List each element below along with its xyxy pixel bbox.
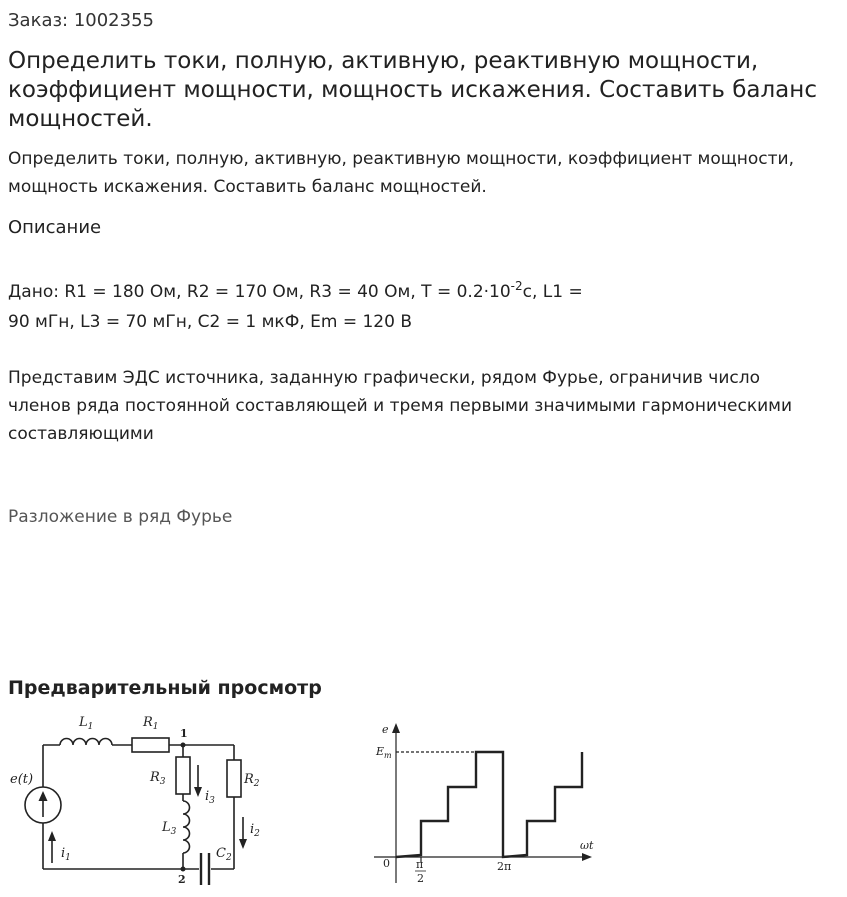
pi-label: π bbox=[416, 858, 424, 871]
r2-label: $R_2$ bbox=[244, 772, 260, 789]
resistor-r3 bbox=[176, 757, 190, 794]
fourier-heading: Разложение в ряд Фурье bbox=[8, 507, 233, 527]
two-pi-label: 2π bbox=[497, 860, 512, 873]
given-data bbox=[8, 277, 838, 337]
given-line2: 90 мГн, L3 = 70 мГн, C2 = 1 мкФ, Em = 120 В bbox=[8, 312, 412, 332]
preview-heading: Предварительный просмотр bbox=[8, 677, 322, 699]
waveform-graph bbox=[360, 715, 610, 890]
given-part2: с, L1 = bbox=[522, 282, 583, 302]
node1-dot bbox=[181, 743, 186, 748]
l1-label: $L_1$ bbox=[79, 715, 94, 732]
r3-label: $R_3$ bbox=[150, 770, 166, 787]
i3-arrow bbox=[194, 787, 202, 797]
i2-arrow bbox=[239, 839, 247, 849]
node1-label: 1 bbox=[180, 727, 188, 740]
resistor-r1 bbox=[132, 738, 169, 752]
node2-label: 2 bbox=[178, 873, 186, 886]
y-axis-arrow bbox=[392, 723, 400, 733]
r1-label: $R_1$ bbox=[143, 715, 159, 732]
x-axis-arrow bbox=[582, 853, 592, 861]
resistor-r2 bbox=[227, 760, 241, 797]
source-label: e(t) bbox=[10, 772, 34, 787]
i1-arrow bbox=[48, 831, 56, 841]
given-exponent: -2 bbox=[510, 279, 523, 293]
c2-label: $C_2$ bbox=[216, 846, 232, 863]
fourier-paragraph: Представим ЭДС источника, заданную графически, рядом Фурье, ограничив число членов ряда постоянной составляющей и тремя первыми значимыми гармоническими составляющими bbox=[8, 368, 793, 444]
circuit-diagram bbox=[0, 705, 290, 895]
inductor-l3 bbox=[183, 801, 190, 853]
given-part1: Дано: R1 = 180 Ом, R2 = 170 Ом, R3 = 40 Ом, T = 0.2·10 bbox=[8, 282, 511, 302]
l3-label: $L_3$ bbox=[162, 820, 177, 837]
lead-text: Определить токи, полную, активную, реактивную мощности, коэффициент мощности, мощность искажения. Составить баланс мощностей. bbox=[8, 149, 794, 197]
em-label: $E_m$ bbox=[376, 745, 392, 760]
source-arrow bbox=[39, 791, 48, 801]
node2-dot bbox=[181, 867, 186, 872]
description-heading: Описание bbox=[8, 217, 102, 238]
i1-label: $i_1$ bbox=[61, 846, 71, 863]
order-number: Заказ: 1002355 bbox=[8, 10, 154, 31]
zero-label: 0 bbox=[383, 857, 390, 870]
wt-label: ωt bbox=[580, 839, 594, 852]
i2-label: $i_2$ bbox=[250, 822, 260, 839]
inductor-l1 bbox=[60, 739, 112, 746]
e-axis-label: e bbox=[382, 723, 389, 736]
pi-denominator: 2 bbox=[417, 872, 424, 885]
i3-label: $i_3$ bbox=[205, 789, 215, 806]
page-title: Определить токи, полную, активную, реактивную мощности, коэффициент мощности, мощность искажения. Составить баланс мощностей. bbox=[8, 48, 817, 132]
waveform-line bbox=[396, 752, 582, 857]
